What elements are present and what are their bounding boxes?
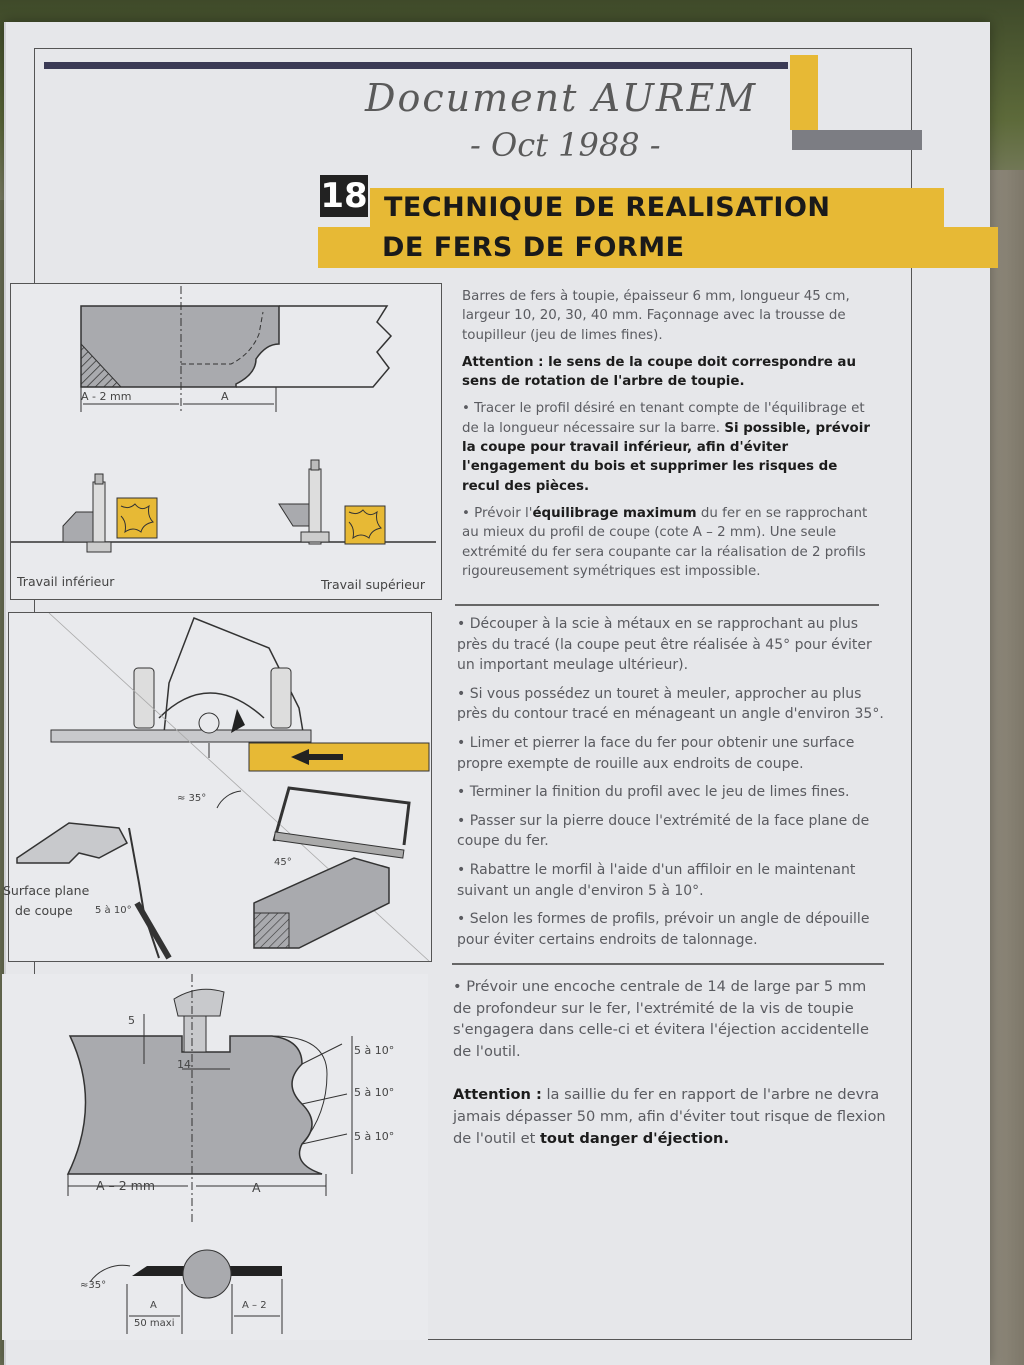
intro-paragraph: Barres de fers à toupie, épaisseur 6 mm, longueur 45 cm, largeur 10, 20, 30, 40 mm. Façonnage avec la trousse de toupilleur (jeu de limes fines). bbox=[462, 289, 850, 343]
figure-1-drawing bbox=[11, 284, 441, 599]
bullet-trace bbox=[462, 399, 870, 495]
notch-paragraph: • Prévoir une encoche centrale de 14 de large par 5 mm de profondeur sur le fer, l'extrémité de la vis de toupie s'engagera dans celle-ci et évitera l'éjection accidentelle de l'outil. bbox=[453, 978, 869, 1060]
dim-a-minus-2mm: A – 2 mm bbox=[96, 1178, 156, 1193]
step-item: • Terminer la finition du profil avec le jeu de limes fines. bbox=[457, 784, 850, 801]
angle-5-10-label: 5 à 10° bbox=[95, 905, 132, 916]
figure-notch-dimensions bbox=[2, 974, 428, 1340]
attention-bold: Attention : le sens de la coupe doit correspondre au sens de rotation de l'arbre de toupie. bbox=[462, 354, 857, 390]
dim-50-maxi: 50 maxi bbox=[134, 1318, 175, 1329]
angle-5-10-b: 5 à 10° bbox=[354, 1086, 395, 1099]
dim-5-label: 5 bbox=[128, 1014, 135, 1027]
text-block-3 bbox=[453, 976, 888, 1157]
caption-travail-superieur: Travail supérieur bbox=[321, 577, 425, 592]
step-item: • Si vous possédez un touret à meuler, approcher au plus près du contour tracé en ménageant un angle d'environ 35°. bbox=[457, 685, 884, 723]
step-item: • Découper à la scie à métaux en se rapprochant au plus près du tracé (la coupe peut être réalisée à 45° pour éviter un important meulage ultérieur). bbox=[457, 616, 872, 674]
text-block-2 bbox=[457, 614, 885, 958]
text-block-1 bbox=[462, 287, 870, 589]
angle-5-10-c: 5 à 10° bbox=[354, 1130, 395, 1143]
angle-35-small: ≈35° bbox=[80, 1280, 107, 1291]
dim-a-label: A bbox=[252, 1180, 261, 1195]
final-attention bbox=[453, 1084, 888, 1149]
attention-paragraph bbox=[462, 353, 870, 392]
bullet-equilibrage-start: • Prévoir l' bbox=[462, 505, 533, 521]
angle-5-10-a: 5 à 10° bbox=[354, 1044, 395, 1057]
label-surface-plane: Surface plane bbox=[3, 883, 90, 898]
step-item: • Limer et pierrer la face du fer pour obtenir une surface propre exempte de rouille aux endroits de coupe. bbox=[457, 734, 855, 772]
bullet-equilibrage-end: du fer en se rapprochant au mieux du profil de coupe (cote A – 2 mm). Une seule extrémité du fer sera coupante car la réalisation de 2 profils rigoureusement symétriques est impossible. bbox=[462, 505, 868, 579]
dim-a-small: A bbox=[150, 1300, 157, 1311]
section-title-line2: DE FERS DE FORME bbox=[318, 227, 998, 268]
figure-3-drawing bbox=[2, 974, 428, 1340]
bullet-trace-bold: Si possible, prévoir la coupe pour travail inférieur, afin d'éviter l'engagement du bois et supprimer les risques de recul des pièces. bbox=[462, 420, 870, 494]
final-attention-label: Attention : bbox=[453, 1086, 542, 1104]
dim-14-label: 14 bbox=[177, 1058, 191, 1071]
dim-a-2-small: A – 2 bbox=[242, 1300, 267, 1311]
corner-accent-yellow bbox=[790, 55, 818, 130]
step-item: • Rabattre le morfil à l'aide d'un affiloir en le maintenant suivant un angle d'environ 5 à 10°. bbox=[457, 861, 856, 899]
handwritten-note-line2: - Oct 1988 - bbox=[470, 126, 661, 164]
angle-35-label: ≈ 35° bbox=[177, 793, 207, 804]
bullet-equilibrage-bold: équilibrage maximum bbox=[532, 505, 697, 521]
figure-cutting-grinding bbox=[3, 612, 432, 962]
angle-45-label: 45° bbox=[274, 857, 292, 868]
caption-travail-inferieur: Travail inférieur bbox=[17, 574, 115, 589]
divider-1 bbox=[455, 604, 879, 606]
section-title-line1: TECHNIQUE DE REALISATION bbox=[370, 188, 944, 228]
divider-2 bbox=[452, 963, 884, 965]
handwritten-note-line1: Document AUREM bbox=[365, 76, 758, 120]
label-de-coupe: de coupe bbox=[15, 903, 73, 918]
header-bar bbox=[44, 62, 788, 69]
bullet-equilibrage bbox=[462, 504, 870, 581]
step-item: • Selon les formes de profils, prévoir un angle de dépouille pour éviter certains endroits de talonnage. bbox=[457, 911, 870, 948]
step-item: • Passer sur la pierre douce l'extrémité de la face plane de coupe du fer. bbox=[457, 812, 870, 850]
final-attention-end: tout danger d'éjection. bbox=[539, 1129, 729, 1147]
bullet-trace-text: • Tracer le profil désiré en tenant compte de l'équilibrage et de la longueur nécessaire sur la barre. bbox=[462, 401, 865, 436]
dim-a: A bbox=[221, 390, 229, 403]
section-number: 18 bbox=[320, 176, 368, 216]
corner-accent-gray bbox=[792, 130, 922, 150]
figure-profile-layout bbox=[10, 283, 442, 600]
final-attention-text: la saillie du fer en rapport de l'arbre ne devra jamais dépasser 50 mm, afin d'éviter tout risque de flexion de l'outil et bbox=[453, 1086, 886, 1147]
dim-a-minus-2: A - 2 mm bbox=[81, 390, 132, 403]
